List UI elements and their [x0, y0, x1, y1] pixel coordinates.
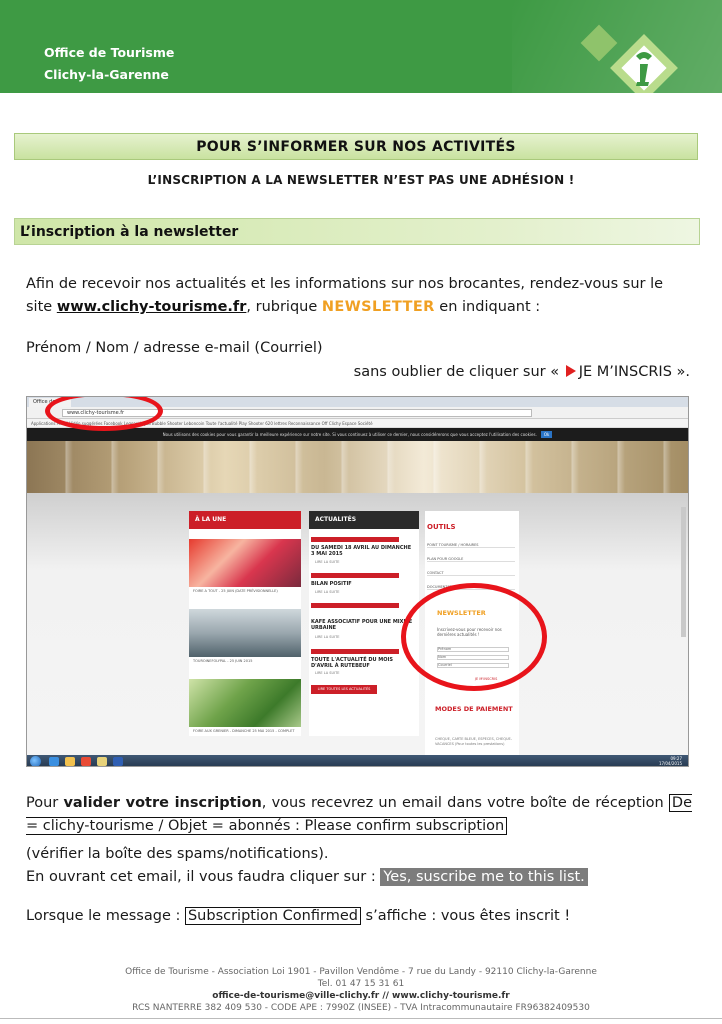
org-line-2: Clichy-la-Garenne: [44, 67, 169, 82]
section-title: L’inscription à la newsletter: [14, 218, 700, 245]
cookie-text: Nous utilisons des cookies pour vous garantir la meilleure expérience sur notre site. Si vous continuez à utiliser ce dernier, nous considérerons que vous acceptez l'utilisation des cookies.: [162, 432, 537, 437]
read-more-link: LIRE LA SUITE: [315, 560, 340, 564]
windows-taskbar: [27, 755, 688, 767]
click-before: sans oublier de cliquer sur «: [353, 364, 564, 380]
read-more-link: LIRE LA SUITE: [315, 671, 340, 675]
intro-middle: , rubrique: [246, 299, 322, 315]
newsletter-keyword: NEWSLETTER: [321, 299, 435, 315]
newsletter-highlight-circle: [401, 583, 547, 691]
news-headline-1: DU SAMEDI 18 AVRIL AU DIMANCHE 3 MAI 2015: [311, 545, 412, 557]
tourist-info-logo: [578, 16, 698, 93]
payment-text: CHEQUE, CARTE BLEUE, ESPECES, CHEQUE-VACANCES (Pour toutes les prestations): [435, 737, 513, 746]
outils-link: POINT TOURISME / HORAIRES: [427, 543, 515, 548]
chrome-icon: [81, 757, 91, 766]
outils-title: OUTILS: [427, 523, 456, 531]
news-headline-2: BILAN POSITIF: [311, 581, 352, 587]
page-scrollbar: [681, 507, 686, 637]
intro-paragraph: [26, 273, 692, 319]
outils-link: CONTACT: [427, 571, 515, 576]
news-headline-3: KAFE ASSOCIATIF POUR UNE MIXITÉ URBAINE: [311, 619, 413, 631]
news-tag: [311, 649, 399, 654]
header: [0, 0, 722, 93]
signup-label: JE M’INSCRIS: [578, 364, 672, 380]
signup-link: JE M'INSCRIS: [475, 677, 498, 681]
click-after: ».: [671, 364, 690, 380]
footer-address: Office de Tourisme - Association Loi 1901 - Pavillon Vendôme - 7 rue du Landy - 92110 Clichy-la-Garenne: [125, 967, 597, 977]
photo-caption-2: TOUROINEFOLYPAL - 25 JUIN 2015: [193, 659, 253, 663]
ie-icon: [49, 757, 59, 766]
news-photo-2: [189, 609, 301, 657]
title-banner: POUR S’INFORMER SUR NOS ACTIVITÉS: [14, 133, 698, 160]
folder-icon: [65, 757, 75, 766]
payment-title: MODES DE PAIEMENT: [435, 705, 513, 713]
news-photo-3: [189, 679, 301, 727]
clock-date: 17/04/2015: [658, 761, 682, 766]
final-after: s’affiche : vous êtes inscrit !: [360, 908, 571, 924]
website-screenshot: [26, 396, 689, 767]
confirm-subscribe-button: Yes, suscribe me to this list.: [380, 868, 587, 886]
confirmed-message-box: Subscription Confirmed: [185, 907, 361, 925]
click-instruction: [26, 361, 690, 384]
footer-legal: RCS NANTERRE 382 409 530 - CODE APE : 7990Z (INSEE) - TVA Intracommunautaire FR96382409530: [132, 1003, 590, 1013]
org-name: [44, 42, 174, 86]
intro-text: Afin de recevoir nos actualités et les informations sur nos brocantes, rendez-vous sur le site: [26, 276, 664, 315]
fields-line: Prénom / Nom / adresse e-mail (Courriel): [26, 340, 323, 356]
final-paragraph: [26, 905, 692, 928]
hero-image: [27, 441, 688, 493]
photo-caption-1: FOIRE A TOUT - 25 JUIN (DATE PRÉVISIONNELLE): [193, 589, 278, 593]
read-more-link: LIRE LA SUITE: [315, 590, 340, 594]
email-subject-box: De = clichy-tourisme / Objet = abonnés : Please confirm subscription: [26, 795, 692, 834]
email-field: Courriel: [437, 663, 509, 668]
validate-before: Pour: [26, 795, 64, 811]
footer-contact: office-de-tourisme@ville-clichy.fr // www.clichy-tourisme.fr: [212, 991, 510, 1001]
actualites-header: ACTUALITÉS: [309, 511, 419, 529]
newsletter-text: Inscrivez-vous pour recevoir nos dernières actualités !: [437, 627, 502, 637]
validate-bold: valider votre inscription: [63, 795, 262, 811]
confirm-before: En ouvrant cet email, il vous faudra cliquer sur :: [26, 869, 381, 885]
read-more-link: LIRE LA SUITE: [315, 635, 340, 639]
photo-caption-3: FOIRE AUX GRENIER - DIMANCHE 25 MAI 2015 - COMPLET: [193, 729, 295, 733]
browser-address-bar: www.clichy-tourisme.fr: [62, 409, 532, 417]
outils-link: DOCUMENTATION: [427, 585, 515, 590]
validate-paragraph: [26, 792, 692, 838]
word-icon: [113, 757, 123, 766]
confirm-instruction: [26, 866, 692, 889]
org-line-1: Office de Tourisme: [44, 45, 175, 60]
spam-note: (vérifier la boîte des spams/notifications).: [26, 846, 329, 862]
a-la-une-header: À LA UNE: [189, 511, 301, 529]
clock-time: 09:27: [670, 756, 682, 761]
bookmarks-bar: Applications Ameli Vidéo suggérées Facebook Legoantis Jeu Bubble Shooter Leboncoin Toute l'actualité Play Shooter 620 lettres Reconnaissance Off Clichy Espace Société: [27, 419, 688, 428]
news-tag: [311, 537, 399, 542]
news-tag: [311, 573, 399, 578]
final-before: Lorsque le message :: [26, 908, 185, 924]
newsletter-title: NEWSLETTER: [437, 609, 486, 617]
outils-link: PLAN POUR GOOGLE: [427, 557, 515, 562]
firstname-field: Prénom: [437, 647, 509, 652]
news-headline-4: TOUTE L'ACTUALITÉ DU MOIS D'AVRIL À RUTEBEUF: [311, 657, 393, 669]
footer: [0, 966, 722, 1014]
explorer-icon: [97, 757, 107, 766]
news-photo-1: [189, 539, 301, 587]
subtitle: L’INSCRIPTION A LA NEWSLETTER N’EST PAS UNE ADHÉSION !: [147, 173, 575, 187]
cookie-ok-button: Ok: [541, 431, 552, 438]
taskbar-clock: [659, 756, 682, 766]
intro-after: en indiquant :: [434, 299, 541, 315]
site-link[interactable]: www.clichy-tourisme.fr: [56, 299, 247, 315]
footer-divider: [0, 1018, 722, 1019]
news-tag: [311, 603, 399, 608]
validate-middle: , vous recevrez un email dans votre boîte de réception: [261, 795, 669, 811]
start-button-icon: [30, 756, 41, 767]
footer-phone: Tel. 01 47 15 31 61: [317, 979, 405, 989]
lastname-field: Nom: [437, 655, 509, 660]
browser-tab: Office de: [29, 398, 71, 407]
all-news-button: LIRE TOUTES LES ACTUALITÉS: [311, 685, 377, 694]
play-arrow-icon: [566, 365, 576, 377]
cookie-banner: [27, 428, 688, 441]
